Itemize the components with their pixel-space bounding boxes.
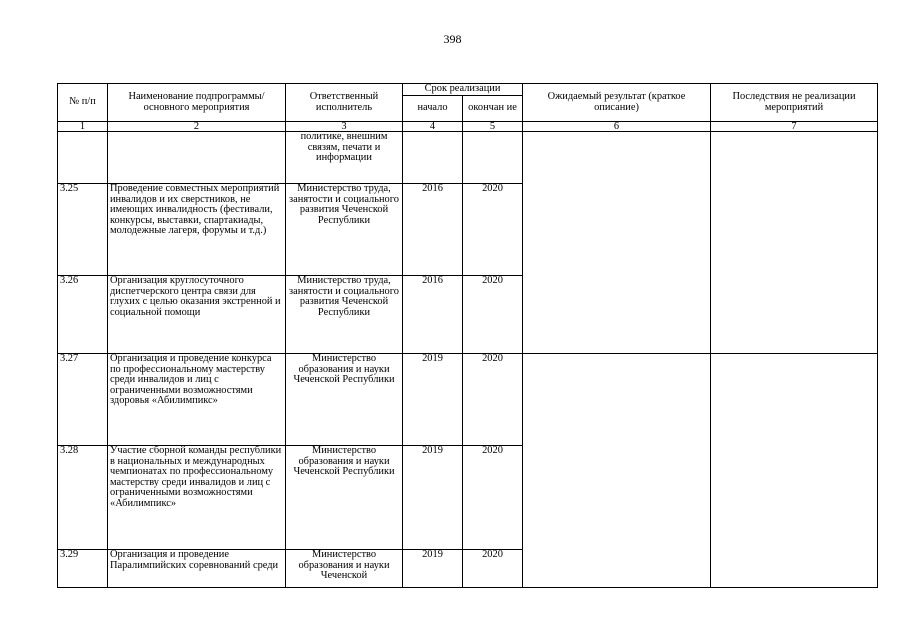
row-activity-name: Участие сборной команды республики в национальных и международных чемпионатах по профессиональному мастерству среди инвалидов и лиц с ограниченными возможностями «Абилимпикс» — [108, 446, 286, 550]
row-executor: Министерство образования и науки Чеченской Республики — [286, 354, 403, 446]
row-end-year: 2020 — [463, 184, 523, 276]
row-executor: политике, внешним связям, печати и информации — [286, 132, 403, 184]
row-number: 3.28 — [58, 446, 108, 550]
header-num: № п/п — [58, 84, 108, 122]
column-number: 2 — [108, 122, 286, 132]
column-number: 5 — [463, 122, 523, 132]
header-term: Срок реализации — [403, 84, 523, 96]
row-end-year — [463, 132, 523, 184]
header-consequences: Последствия не реализации мероприятий — [711, 84, 878, 122]
column-number: 4 — [403, 122, 463, 132]
row-start-year: 2019 — [403, 550, 463, 588]
column-number: 6 — [523, 122, 711, 132]
header-start: начало — [403, 96, 463, 122]
header-end: окончан ие — [463, 96, 523, 122]
table-row — [58, 132, 878, 184]
row-number: 3.27 — [58, 354, 108, 446]
header-name: Наименование подпрограммы/ основного мероприятия — [108, 84, 286, 122]
activities-table — [57, 83, 878, 588]
column-number: 1 — [58, 122, 108, 132]
row-end-year: 2020 — [463, 276, 523, 354]
header-executor: Ответственный исполнитель — [286, 84, 403, 122]
row-executor: Министерство образования и науки Чеченской Республики — [286, 446, 403, 550]
row-start-year: 2019 — [403, 354, 463, 446]
row-activity-name: Организация и проведение Паралимпийских соревнований среди — [108, 550, 286, 588]
row-expected-result — [523, 132, 711, 354]
row-number: 3.26 — [58, 276, 108, 354]
row-consequences — [711, 354, 878, 588]
row-activity-name: Организация и проведение конкурса по профессиональному мастерству среди инвалидов и лиц с ограниченными возможностями здоровья «Абилимпикс» — [108, 354, 286, 446]
row-end-year: 2020 — [463, 446, 523, 550]
row-executor: Министерство труда, занятости и социального развития Чеченской Республики — [286, 276, 403, 354]
row-number: 3.29 — [58, 550, 108, 588]
row-number — [58, 132, 108, 184]
table-row — [58, 354, 878, 446]
row-activity-name: Организация круглосуточного диспетчерского центра связи для глухих с целью оказания экстренной и социальной помощи — [108, 276, 286, 354]
row-end-year: 2020 — [463, 550, 523, 588]
row-start-year — [403, 132, 463, 184]
header-result: Ожидаемый результат (краткое описание) — [523, 84, 711, 122]
row-activity-name — [108, 132, 286, 184]
row-consequences — [711, 132, 878, 354]
column-numbers-row — [58, 122, 878, 132]
row-start-year: 2019 — [403, 446, 463, 550]
row-start-year: 2016 — [403, 184, 463, 276]
row-executor: Министерство образования и науки Чеченской — [286, 550, 403, 588]
page-number: 398 — [443, 32, 462, 46]
row-end-year: 2020 — [463, 354, 523, 446]
row-activity-name: Проведение совместных мероприятий инвалидов и их сверстников, не имеющих инвалидность (фестивали, конкурсы, выставки, спартакиады, молодежные лагеря, форумы и т.д.) — [108, 184, 286, 276]
column-number: 7 — [711, 122, 878, 132]
row-executor: Министерство труда, занятости и социального развития Чеченской Республики — [286, 184, 403, 276]
row-expected-result — [523, 354, 711, 588]
column-number: 3 — [286, 122, 403, 132]
row-number: 3.25 — [58, 184, 108, 276]
row-start-year: 2016 — [403, 276, 463, 354]
